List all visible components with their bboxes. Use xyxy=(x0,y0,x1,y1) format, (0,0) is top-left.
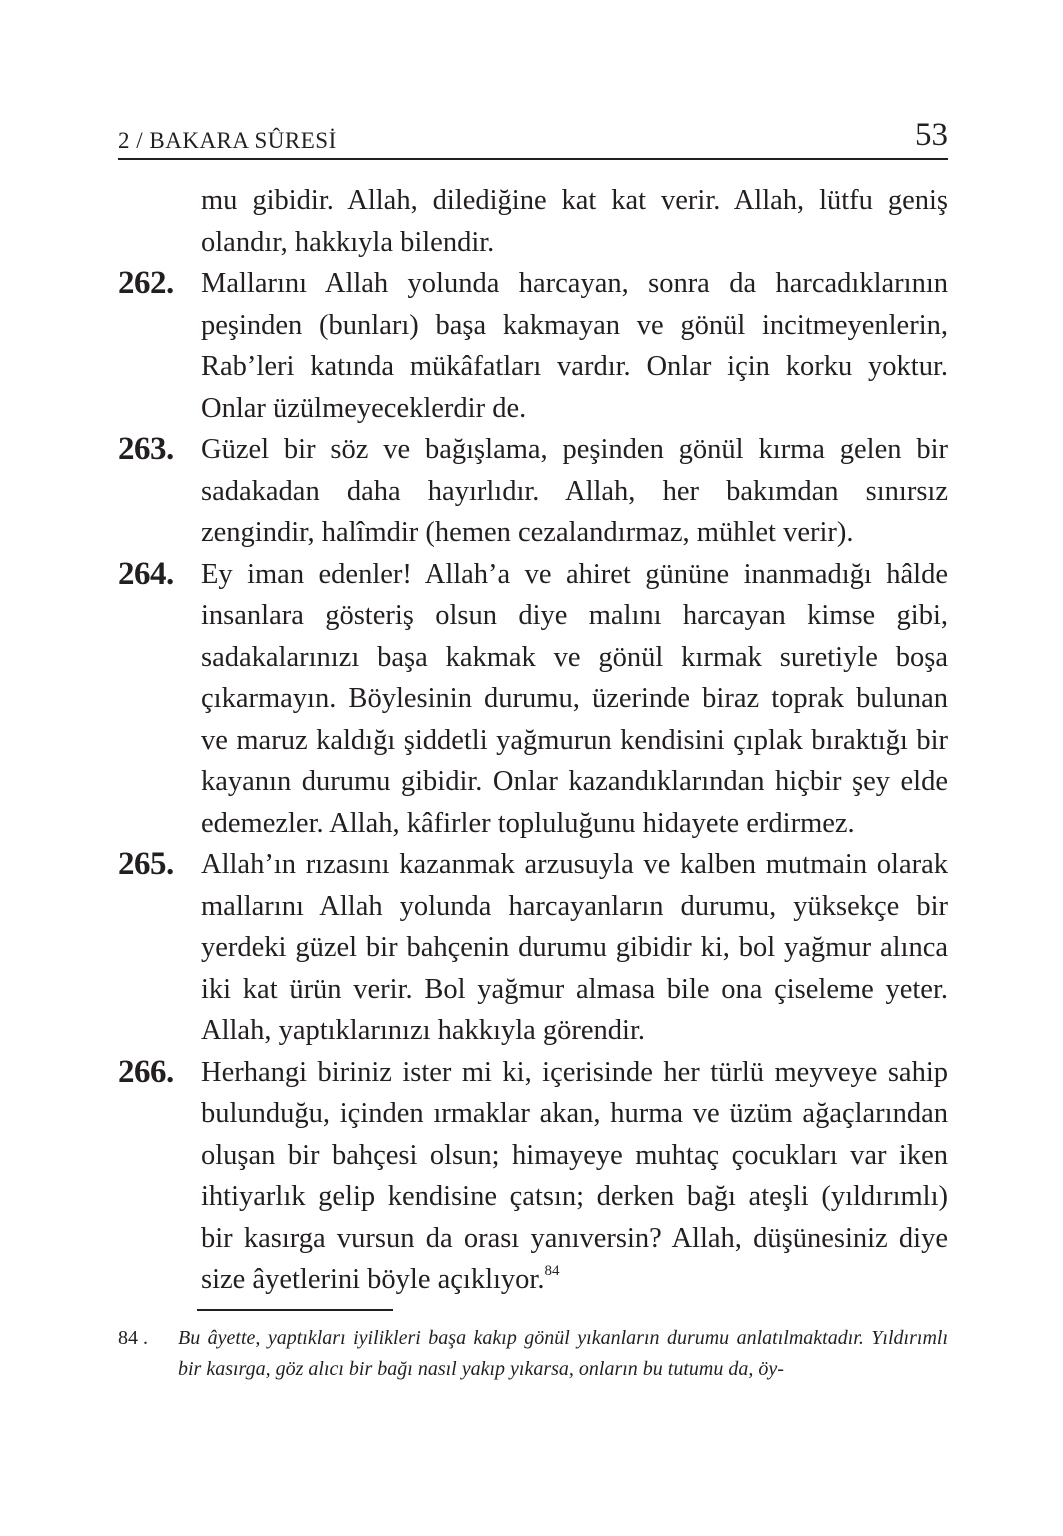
running-head: 2 / BAKARA SÛRESİ xyxy=(118,128,337,153)
verse-text: Ey iman edenler! Allah’a ve ahiret gününe inanmadığı hâlde insanlara gösteriş olsun diye malını harcayan kimse gibi, sadakalarınızı başa kakmak ve gönül kırmak suretiyle boşa çıkarmayın. Böylesinin durumu, üzerinde biraz toprak bulunan ve maruz kaldığı şiddetli yağmurun kendisini çıplak bıraktığı bir kayanın durumu gibidir. Onlar kazandıklarından hiçbir şey elde edemezler. Allah, kâfirler topluluğunu hidayete erdirmez. xyxy=(201,558,948,839)
verse-text-body: Herhangi biriniz ister mi ki, içerisinde her türlü meyveye sahip bulunduğu, içinden ırmaklar akan, hurma ve üzüm ağaçlarından oluşan bir bahçesi olsun; himayeye muhtaç çocukları var iken ihtiyarlık gelip kendisine çatsın; derken bağı ateşli (yıldırımlı) bir kasırga vursun da orası yanıversin? Allah, düşünesiniz diye size âyetlerini böyle açıklıyor. xyxy=(201,1056,948,1295)
footnote-reference[interactable]: 84 xyxy=(544,1263,560,1279)
page-body xyxy=(118,180,948,1301)
footnote-84 xyxy=(118,1323,948,1385)
footnote-number: 84 . xyxy=(118,1326,148,1349)
verse-text: Mallarını Allah yolunda harcayan, sonra da harcadıklarının peşinden (bunları) başa kakmayan ve gönül incitmeyenlerin, Rab’leri katında mükâfatları vardır. Onlar için korku yoktur. Onlar üzülmeyeceklerdir de. xyxy=(201,268,948,424)
verse-continuation xyxy=(118,180,948,263)
verse-number: 266. xyxy=(118,1053,174,1090)
verse-number: 263. xyxy=(118,431,174,467)
verse-265 xyxy=(118,844,948,1052)
verse-text xyxy=(201,1052,948,1301)
verse-263 xyxy=(118,429,948,554)
verse-text: mu gibidir. Allah, dilediğine kat kat verir. Allah, lütfu geniş olandır, hakkıyla bilendir. xyxy=(201,185,948,258)
footnote-text: Bu âyette, yaptıkları iyilikleri başa kakıp gönül yıkanların durumu anlatılmaktadır. Yıldırımlı bir kasırga, göz alıcı bir bağı nasıl yakıp yıkarsa, onların bu tutumu da, öy- xyxy=(178,1326,948,1380)
page-header xyxy=(118,112,948,160)
verse-text: Güzel bir söz ve bağışlama, peşinden gönül kırma gelen bir sadakadan daha hayırlıdır. Allah, her bakımdan sınırsız zengindir, halîmdir (hemen cezalandırmaz, mühlet verir). xyxy=(201,434,948,548)
verse-number: 262. xyxy=(118,265,174,301)
footnotes xyxy=(118,1323,948,1385)
verse-text: Allah’ın rızasını kazanmak arzusuyla ve kalben mutmain olarak mallarını Allah yolunda harcayanların durumu, yüksekçe bir yerdeki güzel bir bahçenin durumu gibidir ki, bol yağmur alınca iki kat ürün verir. Bol yağmur almasa bile ona çiseleme yeter. Allah, yaptıklarınızı hakkıyla görendir. xyxy=(201,849,948,1046)
verse-number: 265. xyxy=(118,846,174,882)
book-page xyxy=(118,112,948,1385)
verse-262 xyxy=(118,263,948,429)
verse-number: 264. xyxy=(118,555,174,592)
footnote-divider xyxy=(197,1309,393,1311)
page-number: 53 xyxy=(915,117,948,153)
verse-264 xyxy=(118,554,948,845)
verse-266 xyxy=(118,1052,948,1301)
